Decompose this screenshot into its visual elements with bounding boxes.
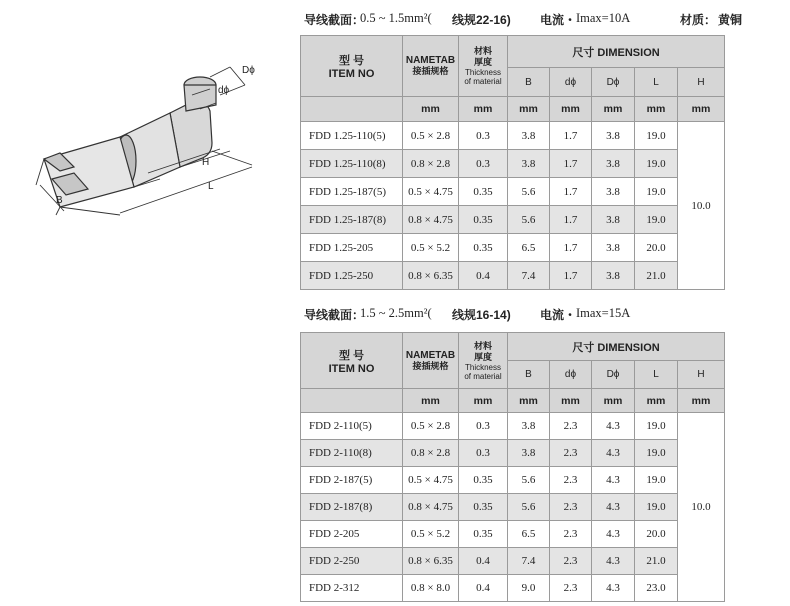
cell-item: FDD 2-110(5) bbox=[301, 413, 403, 440]
cell-item: FDD 1.25-187(8) bbox=[301, 206, 403, 234]
t1-current-label: 电流・ bbox=[540, 13, 577, 27]
cell-tab: 0.8 × 8.0 bbox=[403, 575, 459, 602]
table-row bbox=[301, 494, 725, 521]
cell-D: 4.3 bbox=[592, 521, 635, 548]
table-row bbox=[301, 150, 725, 178]
t2-wire-label: 导线截面： bbox=[304, 308, 365, 322]
cell-B: 5.6 bbox=[508, 206, 550, 234]
cell-d: 2.3 bbox=[550, 440, 592, 467]
t1-unit: mm bbox=[403, 97, 459, 122]
cell-tab: 0.5 × 5.2 bbox=[403, 234, 459, 262]
t1-unit-item bbox=[301, 97, 403, 122]
cell-item: FDD 2-312 bbox=[301, 575, 403, 602]
cell-D: 3.8 bbox=[592, 262, 635, 290]
t1-col-item: 型 号 ITEM NO bbox=[301, 36, 403, 97]
table-row bbox=[301, 234, 725, 262]
cell-L: 20.0 bbox=[635, 521, 678, 548]
t1-unit: mm bbox=[592, 97, 635, 122]
cell-item: FDD 1.25-110(5) bbox=[301, 122, 403, 150]
cell-item: FDD 2-187(8) bbox=[301, 494, 403, 521]
cell-d: 1.7 bbox=[550, 122, 592, 150]
cell-D: 3.8 bbox=[592, 234, 635, 262]
cell-tab: 0.8 × 6.35 bbox=[403, 262, 459, 290]
cell-t: 0.4 bbox=[459, 262, 508, 290]
t2-body bbox=[301, 333, 725, 602]
table-row bbox=[301, 178, 725, 206]
cell-L: 19.0 bbox=[635, 178, 678, 206]
t2-unit: mm bbox=[508, 389, 550, 413]
cell-tab: 0.8 × 4.75 bbox=[403, 206, 459, 234]
cell-H: 10.0 bbox=[678, 413, 725, 602]
cell-t: 0.35 bbox=[459, 234, 508, 262]
table-row bbox=[301, 122, 725, 150]
cell-item: FDD 1.25-110(8) bbox=[301, 150, 403, 178]
cell-L: 19.0 bbox=[635, 413, 678, 440]
cell-H: 10.0 bbox=[678, 122, 725, 290]
t1-unit: mm bbox=[550, 97, 592, 122]
t1-col-B: B bbox=[508, 68, 550, 97]
cell-L: 20.0 bbox=[635, 234, 678, 262]
cell-tab: 0.5 × 5.2 bbox=[403, 521, 459, 548]
t1-col-D: Dϕ bbox=[592, 68, 635, 97]
cell-L: 19.0 bbox=[635, 467, 678, 494]
cell-item: FDD 2-205 bbox=[301, 521, 403, 548]
t2-col-thickness: 材料 厚度 Thickness of material bbox=[459, 333, 508, 389]
label-H: H bbox=[202, 157, 210, 168]
cell-D: 3.8 bbox=[592, 206, 635, 234]
cell-d: 2.3 bbox=[550, 494, 592, 521]
t1-gauge: 线规22-16) bbox=[452, 13, 511, 27]
cell-d: 2.3 bbox=[550, 548, 592, 575]
cell-L: 19.0 bbox=[635, 122, 678, 150]
table1-caption bbox=[300, 11, 790, 31]
cell-L: 19.0 bbox=[635, 150, 678, 178]
cell-L: 21.0 bbox=[635, 548, 678, 575]
cell-d: 1.7 bbox=[550, 234, 592, 262]
cell-d: 2.3 bbox=[550, 575, 592, 602]
cell-L: 21.0 bbox=[635, 262, 678, 290]
cell-t: 0.3 bbox=[459, 150, 508, 178]
t2-unit: mm bbox=[403, 389, 459, 413]
cell-item: FDD 1.25-250 bbox=[301, 262, 403, 290]
table2-caption bbox=[300, 306, 790, 326]
cell-d: 1.7 bbox=[550, 262, 592, 290]
cell-d: 1.7 bbox=[550, 150, 592, 178]
t2-col-H: H bbox=[678, 361, 725, 389]
cell-B: 7.4 bbox=[508, 262, 550, 290]
cell-d: 2.3 bbox=[550, 467, 592, 494]
cell-L: 19.0 bbox=[635, 440, 678, 467]
t1-col-H: H bbox=[678, 68, 725, 97]
cell-t: 0.35 bbox=[459, 521, 508, 548]
t1-col-thickness: 材料 厚度 Thickness of material bbox=[459, 36, 508, 97]
cell-tab: 0.5 × 4.75 bbox=[403, 178, 459, 206]
t2-unit: mm bbox=[678, 389, 725, 413]
cell-t: 0.4 bbox=[459, 575, 508, 602]
table-row bbox=[301, 575, 725, 602]
t1-col-nametab: NAMETAB 接插规格 bbox=[403, 36, 459, 97]
t1-material-value: 黄铜 bbox=[718, 13, 743, 27]
t2-col-L: L bbox=[635, 361, 678, 389]
cell-B: 3.8 bbox=[508, 150, 550, 178]
cell-B: 3.8 bbox=[508, 413, 550, 440]
cell-t: 0.4 bbox=[459, 548, 508, 575]
cell-L: 19.0 bbox=[635, 206, 678, 234]
t2-col-B: B bbox=[508, 361, 550, 389]
cell-B: 5.6 bbox=[508, 494, 550, 521]
t1-unit: mm bbox=[459, 97, 508, 122]
cell-D: 4.3 bbox=[592, 440, 635, 467]
cell-B: 6.5 bbox=[508, 521, 550, 548]
cell-L: 19.0 bbox=[635, 494, 678, 521]
cell-item: FDD 2-250 bbox=[301, 548, 403, 575]
label-d: dϕ bbox=[218, 85, 230, 96]
t1-material-label: 材质： bbox=[680, 13, 717, 27]
t2-wire-value: 1.5 ~ 2.5mm²( bbox=[360, 306, 432, 320]
t1-unit: mm bbox=[678, 97, 725, 122]
cell-D: 4.3 bbox=[592, 413, 635, 440]
table-row bbox=[301, 548, 725, 575]
cell-B: 5.6 bbox=[508, 467, 550, 494]
t1-wire-label: 导线截面： bbox=[304, 13, 365, 27]
table-row bbox=[301, 440, 725, 467]
cell-tab: 0.8 × 4.75 bbox=[403, 494, 459, 521]
label-B: B bbox=[56, 195, 63, 206]
label-L: L bbox=[208, 181, 214, 192]
cell-B: 5.6 bbox=[508, 178, 550, 206]
t2-col-item: 型 号 ITEM NO bbox=[301, 333, 403, 389]
t2-unit: mm bbox=[550, 389, 592, 413]
cell-t: 0.35 bbox=[459, 494, 508, 521]
t1-col-d: dϕ bbox=[550, 68, 592, 97]
cell-D: 4.3 bbox=[592, 548, 635, 575]
cell-B: 7.4 bbox=[508, 548, 550, 575]
t1-current-value: Imax=10A bbox=[576, 11, 631, 25]
table-row bbox=[301, 413, 725, 440]
cell-t: 0.3 bbox=[459, 440, 508, 467]
cell-D: 3.8 bbox=[592, 178, 635, 206]
cell-t: 0.35 bbox=[459, 206, 508, 234]
t1-wire-value: 0.5 ~ 1.5mm²( bbox=[360, 11, 432, 25]
cell-tab: 0.8 × 2.8 bbox=[403, 150, 459, 178]
t2-col-nametab: NAMETAB 接插规格 bbox=[403, 333, 459, 389]
cell-d: 1.7 bbox=[550, 206, 592, 234]
cell-t: 0.3 bbox=[459, 413, 508, 440]
cell-item: FDD 2-110(8) bbox=[301, 440, 403, 467]
cell-tab: 0.8 × 2.8 bbox=[403, 440, 459, 467]
table-row bbox=[301, 521, 725, 548]
spec-table-1 bbox=[300, 35, 725, 290]
cell-d: 2.3 bbox=[550, 521, 592, 548]
t1-col-dimension: 尺寸 DIMENSION bbox=[508, 36, 725, 68]
cell-d: 2.3 bbox=[550, 413, 592, 440]
cell-tab: 0.5 × 2.8 bbox=[403, 413, 459, 440]
table-row bbox=[301, 262, 725, 290]
t1-body bbox=[301, 36, 725, 290]
cell-B: 9.0 bbox=[508, 575, 550, 602]
table-row bbox=[301, 206, 725, 234]
t2-current-value: Imax=15A bbox=[576, 306, 631, 320]
t1-col-L: L bbox=[635, 68, 678, 97]
cell-D: 3.8 bbox=[592, 122, 635, 150]
cell-D: 3.8 bbox=[592, 150, 635, 178]
t2-gauge: 线规16-14) bbox=[452, 308, 511, 322]
cell-item: FDD 1.25-187(5) bbox=[301, 178, 403, 206]
table-row bbox=[301, 467, 725, 494]
cell-D: 4.3 bbox=[592, 575, 635, 602]
cell-item: FDD 2-187(5) bbox=[301, 467, 403, 494]
t1-unit: mm bbox=[508, 97, 550, 122]
cell-tab: 0.5 × 4.75 bbox=[403, 467, 459, 494]
cell-D: 4.3 bbox=[592, 467, 635, 494]
t1-unit: mm bbox=[635, 97, 678, 122]
cell-B: 3.8 bbox=[508, 122, 550, 150]
cell-d: 1.7 bbox=[550, 178, 592, 206]
label-D: Dϕ bbox=[242, 65, 255, 76]
cell-tab: 0.8 × 6.35 bbox=[403, 548, 459, 575]
cell-item: FDD 1.25-205 bbox=[301, 234, 403, 262]
t2-col-dimension: 尺寸 DIMENSION bbox=[508, 333, 725, 361]
terminal-dimension-drawing bbox=[30, 55, 290, 225]
cell-t: 0.35 bbox=[459, 178, 508, 206]
t2-col-d: dϕ bbox=[550, 361, 592, 389]
spec-table-2 bbox=[300, 332, 725, 602]
cell-t: 0.35 bbox=[459, 467, 508, 494]
cell-B: 6.5 bbox=[508, 234, 550, 262]
t2-unit: mm bbox=[635, 389, 678, 413]
t2-current-label: 电流・ bbox=[540, 308, 577, 322]
t2-unit: mm bbox=[592, 389, 635, 413]
cell-B: 3.8 bbox=[508, 440, 550, 467]
cell-tab: 0.5 × 2.8 bbox=[403, 122, 459, 150]
t2-unit: mm bbox=[459, 389, 508, 413]
t2-col-D: Dϕ bbox=[592, 361, 635, 389]
cell-L: 23.0 bbox=[635, 575, 678, 602]
t2-unit-item bbox=[301, 389, 403, 413]
cell-D: 4.3 bbox=[592, 494, 635, 521]
cell-t: 0.3 bbox=[459, 122, 508, 150]
